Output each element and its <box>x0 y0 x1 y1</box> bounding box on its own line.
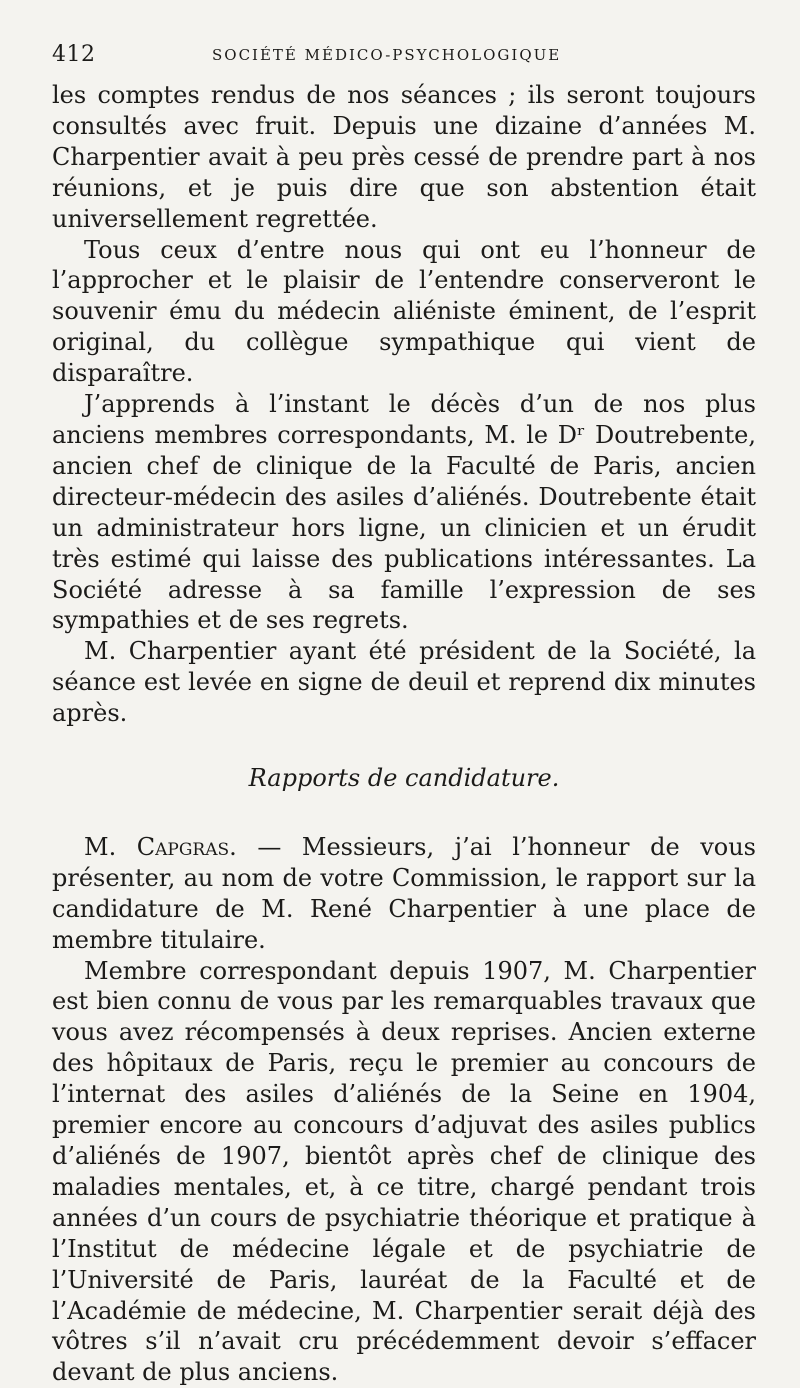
body-text <box>52 80 756 1388</box>
page-number: 412 <box>52 42 96 67</box>
paragraph-report-opening <box>52 832 756 956</box>
paragraph-continued: les comptes rendus de nos séances ; ils seront toujours consultés avec fruit. Depuis une dizaine d’années M. Charpentier avait à peu près cessé de prendre part à nos réunions, et je puis dire que son abstention était universellement regrettée. <box>52 81 756 233</box>
page-header <box>52 38 756 80</box>
section-title: Rapports de candidature. <box>248 764 560 793</box>
report-opening-text: — Messieurs, j’ai l’honneur de vous présenter, au nom de votre Commission, le rapport sur la candidature de M. René Charpentier à une place de membre titulaire. <box>52 832 756 954</box>
paragraph-seance-levee: M. Charpentier ayant été président de la Société, la séance est levée en signe de deuil et reprend dix minutes après. <box>52 637 756 728</box>
running-title: SOCIÉTÉ MÉDICO-PSYCHOLOGIQUE <box>212 46 562 64</box>
paragraph-report-body: Membre correspondant depuis 1907, M. Charpentier est bien connu de vous par les remarquables travaux que vous avez récompensés à deux reprises. Ancien externe des hôpitaux de Paris, reçu le premier au concours de l’internat des asiles d’aliénés de la Seine en 1904, premier encore au concours d’adjuvat des asiles publics d’aliénés de 1907, bientôt après chef de clinique des maladies mentales, et, à ce titre, chargé pendant trois années d’un cours de psychiatrie théorique et pratique à l’Institut de médecine légale et de psychiatrie de l’Université de Paris, lauréat de la Faculté et de l’Académie de médecine, M. Charpentier serait déjà des vôtres s’il n’avait cru précédemment devoir s’effacer devant de plus anciens. <box>52 956 756 1387</box>
paragraph-doutrebente: J’apprends à l’instant le décès d’un de nos plus anciens membres correspondants, M. le Dʳ Doutrebente, ancien chef de clinique de la Faculté de Paris, ancien directeur-médecin des asiles d’aliénés. Doutrebente était un administrateur hors ligne, un clinicien et un érudit très estimé qui laisse des publications intéressantes. La Société adresse à sa famille l’expression de ses sympathies et de ses regrets. <box>52 390 756 635</box>
paragraph-tribute: Tous ceux d’entre nous qui ont eu l’honneur de l’approcher et le plaisir de l’entendre conserveront le souvenir ému du médecin aliéniste éminent, de l’esprit original, du collègue sympathique qui vient de disparaître. <box>52 235 756 388</box>
speaker-name: M. Capgras. <box>84 832 237 861</box>
